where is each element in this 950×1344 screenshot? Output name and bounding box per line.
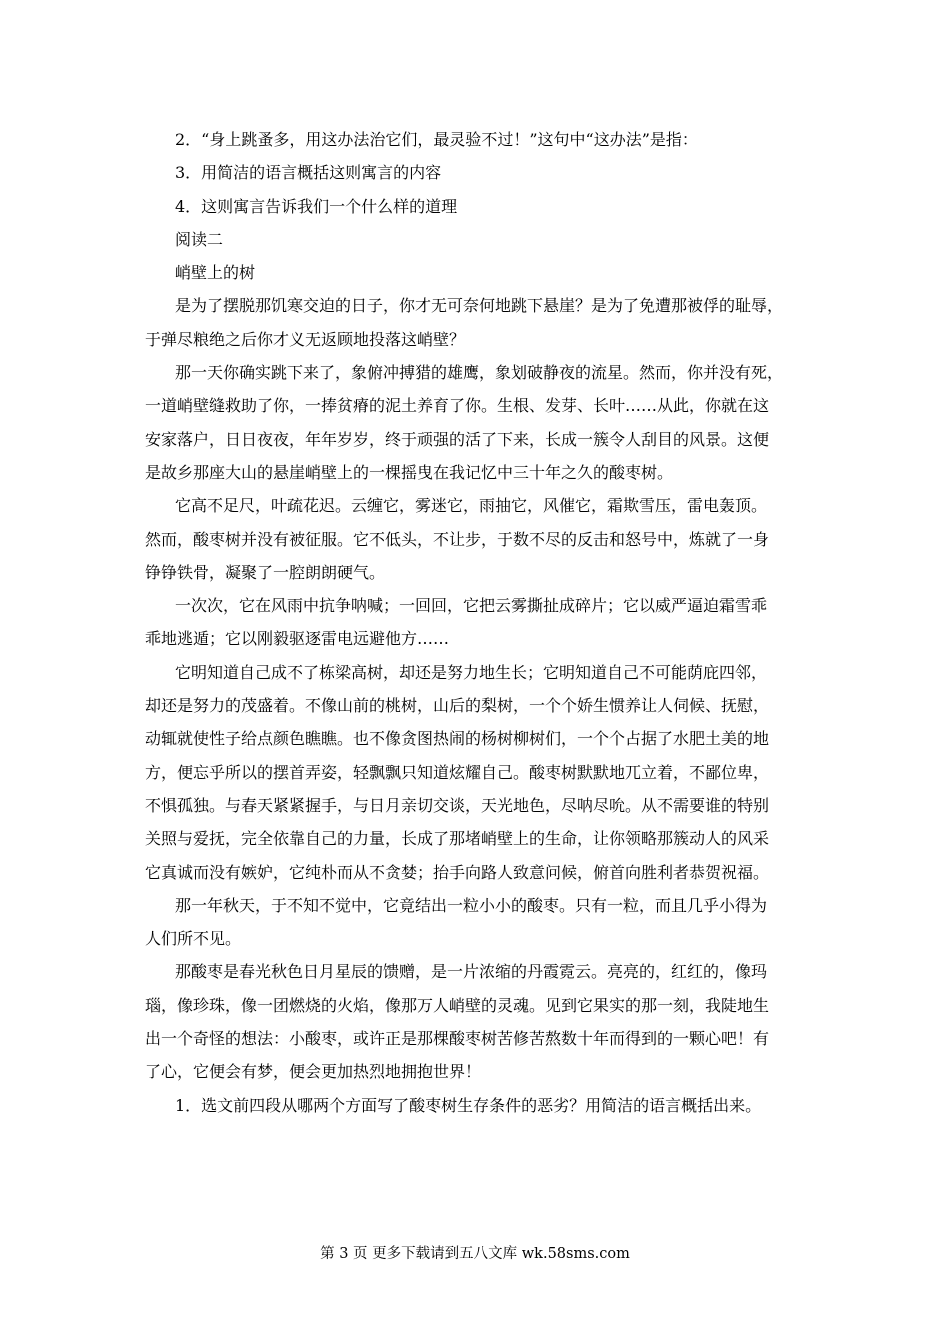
article-title: 峭壁上的树 [175,263,256,283]
paragraph-line: 它真诚而没有嫉妒，它纯朴而从不贪婪；抬手向路人致意问候，俯首向胜利者恭贺祝福。 [145,862,770,882]
paragraph-line: 动辄就使性子给点颜色瞧瞧。也不像贪图热闹的杨树柳树们，一个个占据了水肥土美的地 [145,729,770,749]
paragraph-line: 乖地逃遁；它以刚毅驱逐雷电远避他方…… [145,629,450,649]
page-footer: 第 3 页 更多下载请到五八文库 wk.58sms.com [320,1246,630,1262]
paragraph-line: 一次次，它在风雨中抗争呐喊；一回回，它把云雾撕扯成碎片；它以威严逼迫霜雪乖 [175,596,768,616]
paragraph-line: 人们所不见。 [145,929,242,949]
paragraph-6 [145,889,809,956]
question-bottom: 1．选文前四段从哪两个方面写了酸枣树生存条件的恶劣？用简洁的语言概括出来。 [175,1095,762,1115]
question-3: 3．用简洁的语言概括这则寓言的内容 [175,163,442,183]
paragraph-line: 那酸枣是春光秋色日月星辰的馈赠，是一片浓缩的丹霞霓云。亮亮的，红红的，像玛 [175,962,768,982]
paragraph-line: 它高不足尺，叶疏花迟。云缠它，雾迷它，雨抽它，风催它，霜欺雪压，雷电轰顶。 [175,496,768,516]
paragraph-line: 一道峭壁缝救助了你，一捧贫瘠的泥土养育了你。生根、发芽、长叶……从此，你就在这 [145,396,770,416]
question-4: 4．这则寓言告诉我们一个什么样的道理 [175,196,458,216]
paragraph-line: 不惧孤独。与春天紧紧握手，与日月亲切交谈，天光地色，尽呐尽吮。从不需要谁的特别 [145,795,770,815]
paragraph-7 [145,955,809,1088]
paragraph-line: 铮铮铁骨，凝聚了一腔朗朗硬气。 [145,562,386,582]
paragraph-line: 于弹尽粮绝之后你才义无返顾地投落这峭壁？ [145,329,466,349]
paragraph-2 [145,356,809,489]
paragraph-3 [145,489,809,589]
paragraph-4 [145,589,809,656]
document-body [145,123,809,1122]
paragraph-5 [145,656,809,889]
paragraph-line: 了心，它便会有梦，便会更加热烈地拥抱世界！ [145,1062,482,1082]
paragraph-line: 然而，酸枣树并没有被征服。它不低头，不让步，于数不尽的反击和怒号中，炼就了一身 [145,529,770,549]
paragraph-line: 它明知道自己成不了栋梁高树，却还是努力地生长；它明知道自己不可能荫庇四邻， [175,662,768,682]
paragraph-line: 出一个奇怪的想法：小酸枣，或许正是那棵酸枣树苦修苦熬数十年而得到的一颗心吧！有 [145,1029,770,1049]
paragraph-line: 却还是努力的茂盛着。不像山前的桃树，山后的梨树，一个个娇生惯养让人伺候、抚慰， [145,696,770,716]
paragraph-line: 方，便忘乎所以的摆首弄姿，轻飘飘只知道炫耀自己。酸枣树默默地兀立着，不鄙位卑， [145,762,770,782]
paragraph-line: 关照与爱抚，完全依靠自己的力量，长成了那堵峭壁上的生命，让你领略那簇动人的风采 [145,829,770,849]
paragraph-line: 是故乡那座大山的悬崖峭壁上的一棵摇曳在我记忆中三十年之久的酸枣树。 [145,462,674,482]
paragraph-line: 那一年秋天，于不知不觉中，它竟结出一粒小小的酸枣。只有一粒，而且几乎小得为 [175,895,768,915]
paragraph-line: 是为了摆脱那饥寒交迫的日子，你才无可奈何地跳下悬崖？是为了免遭那被俘的耻辱， [175,296,784,316]
paragraph-line: 瑙，像珍珠，像一团燃烧的火焰，像那万人峭壁的灵魂。见到它果实的那一刻，我陡地生 [145,995,770,1015]
paragraph-line: 安家落户，日日夜夜，年年岁岁，终于顽强的活了下来，长成一簇令人刮目的风景。这便 [145,429,770,449]
section-label: 阅读二 [175,229,224,249]
question-2: 2．“身上跳蚤多，用这办法治它们，最灵验不过！”这句中“这办法”是指： [175,130,698,149]
paragraph-line: 那一天你确实跳下来了，象俯冲搏猎的雄鹰，象划破静夜的流星。然而，你并没有死， [175,363,784,383]
paragraph-1 [145,289,809,356]
